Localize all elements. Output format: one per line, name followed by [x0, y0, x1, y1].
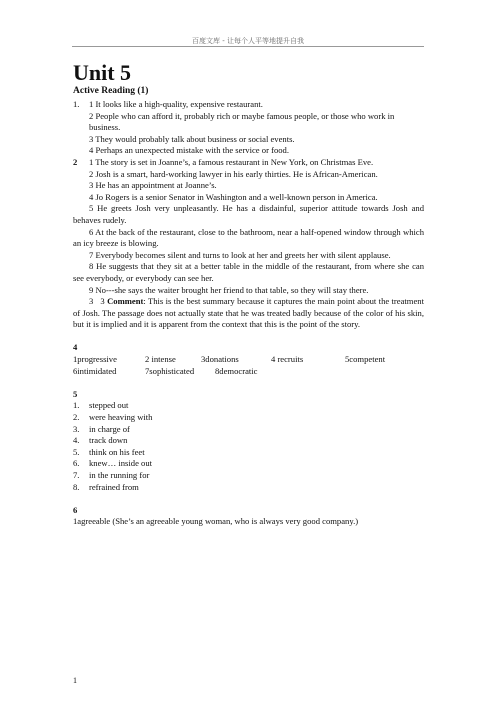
ex4-word: 8democratic	[215, 365, 258, 376]
header-divider	[72, 46, 424, 47]
ex4-number: 4	[73, 342, 78, 353]
ex3-number: 3	[89, 296, 94, 307]
ex1-answer-4: 4 Perhaps an unexpected mistake with the service or food.	[89, 145, 289, 156]
list-item: 4. track down	[73, 435, 128, 446]
spacer	[73, 331, 424, 343]
ex1-item-1	[73, 99, 424, 111]
ex1-answer-2: 2 People who can afford it, probably rich or maybe famous people, or those who work in business.	[89, 110, 395, 133]
ex6-answer-1: 1agreeable (She’s an agreeable young woman, who is always very good company.)	[73, 516, 359, 527]
ex3-comment	[73, 296, 424, 331]
spacer	[73, 377, 424, 389]
ex6-number: 6	[73, 504, 78, 515]
ex2-answer-6: 6 At the back of the restaurant, close to the bathroom, near a half-opened window through which an icy breeze is blowing.	[73, 226, 424, 249]
ex3-comment-label: Comment	[107, 296, 144, 307]
ex4-word: 4 recruits	[271, 354, 304, 365]
ex1-answer-1: 1 It looks like a high-quality, expensive restaurant.	[89, 99, 263, 109]
ex1-answer-3: 3 They would probably talk about business or social events.	[89, 133, 295, 144]
document-body	[73, 99, 424, 528]
ex5-number: 5	[73, 388, 78, 399]
list-item: 3. in charge of	[73, 423, 130, 434]
page-header: 百度文库 - 让每个人平等地提升自我	[192, 37, 304, 45]
ex4-row-1	[73, 354, 424, 366]
page-number: 1	[73, 676, 77, 685]
list-item: 7. in the running for	[73, 470, 150, 480]
ex2-answer-1: 1 The story is set in Joanne’s, a famous restaurant in New York, on Christmas Eve.	[89, 156, 374, 167]
ex2-answer-5: 5 He greets Josh very unpleasantly. He has a disdainful, superior attitude towards Josh and behaves rudely.	[73, 203, 424, 225]
ex3-sub-number: 3	[100, 296, 105, 307]
ex2-number: 2	[73, 156, 78, 167]
ex2-answer-8: 8 He suggests that they sit at a better table in the middle of the restaurant, from where she can see everybody, or everybody can see her.	[73, 261, 424, 283]
ex1-number: 1.	[73, 99, 80, 109]
list-item: 1. stepped out	[73, 400, 129, 411]
ex2-item-1	[73, 157, 424, 169]
ex2-answer-7: 7 Everybody becomes silent and turns to look at her and greets her with silent applause.	[89, 249, 391, 260]
list-item: 2. were heaving with	[73, 412, 153, 423]
ex4-word: 1progressive	[73, 354, 117, 365]
ex4-word: 2 intense	[145, 354, 176, 365]
ex2-answer-2: 2 Josh is a smart, hard-working lawyer in his early thirties. He is African-American.	[89, 168, 378, 179]
ex2-answer-4: 4 Jo Rogers is a senior Senator in Washington and a well-known person in America.	[89, 191, 378, 202]
ex4-row-2	[73, 366, 424, 378]
list-item: 6. knew… inside out	[73, 458, 153, 469]
spacer	[73, 493, 424, 505]
list-item: 8. refrained from	[73, 481, 139, 492]
page-title: Unit 5	[73, 60, 132, 85]
ex4-word: 6intimidated	[73, 365, 117, 376]
ex4-word: 5competent	[345, 354, 386, 365]
ex2-answer-9: 9 No---she says the waiter brought her friend to that table, so they will stay there.	[89, 284, 369, 295]
list-item: 5. think on his feet	[73, 446, 145, 457]
ex3-comment-text: : This is the best summary because it captures the main point about the treatment of Josh. The passage does not actually state that he was treated badly because of the color of his skin, but it is implied and it is apparent from the context that this is the point of the story.	[73, 296, 424, 330]
section-heading: Active Reading (1)	[73, 86, 149, 96]
ex4-word: 3donations	[201, 354, 239, 365]
ex4-word: 7sophisticated	[145, 365, 195, 376]
ex2-answer-3: 3 He has an appointment at Joanne’s.	[89, 180, 217, 191]
